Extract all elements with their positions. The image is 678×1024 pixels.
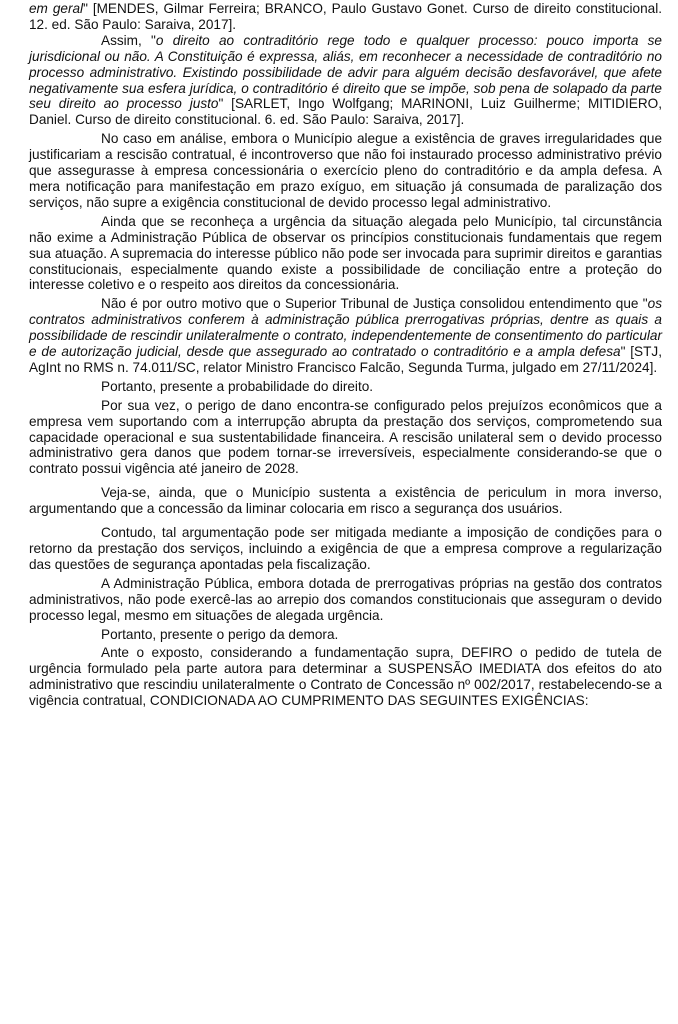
paragraph (29, 33, 662, 128)
text-run: Ainda que se reconheça a urgência da situação alegada pelo Município, tal circunstância não exime a Administração Pública de observar os princípios constitucionais fundamentais que regem sua atuação. A supremacia do interesse público não pode ser invocada para suprimir direitos e garantias constitucionais, especialmente quando existe a possibilidade de conciliação entre a proteção do interesse coletivo e o respeito aos direitos da concessionária. (29, 213, 662, 293)
text-run: Ante o exposto, considerando a fundamentação supra, DEFIRO o pedido de tutela de urgência formulado pela parte autora para determinar a SUSPENSÃO IMEDIATA dos efeitos do ato administrativo que rescindiu unilateralmente o Contrato de Concessão nº 002/2017, restabelecendo-se a vigência contratual, CONDICIONADA AO CUMPRIMENTO DAS SEGUINTES EXIGÊNCIAS: (29, 645, 662, 709)
paragraph (29, 379, 662, 395)
paragraph (29, 485, 662, 517)
text-run: Não é por outro motivo que o Superior Tribunal de Justiça consolidou entendimento que " (101, 296, 648, 312)
text-run-italic: em geral (29, 1, 84, 16)
paragraph (29, 645, 662, 709)
text-run: Portanto, presente o perigo da demora. (101, 626, 339, 642)
paragraph (29, 214, 662, 294)
text-run: Portanto, presente a probabilidade do direito. (101, 378, 374, 394)
paragraph (29, 296, 662, 376)
paragraph (29, 398, 662, 478)
paragraph (29, 1, 662, 33)
text-run: " [MENDES, Gilmar Ferreira; BRANCO, Paulo Gustavo Gonet. Curso de direito constitucional. 12. ed. São Paulo: Saraiva, 2017]. (29, 1, 663, 32)
text-run: Assim, " (101, 32, 156, 48)
text-run: Veja-se, ainda, que o Município sustenta a existência de periculum in mora inverso, argumentando que a concessão da liminar colocaria em risco a segurança dos usuários. (29, 485, 662, 517)
paragraph (29, 627, 662, 643)
text-run: No caso em análise, embora o Município alegue a existência de graves irregularidades que justificariam a rescisão contratual, é incontroverso que não foi instaurado processo administrativo prévio que assegurasse à empresa concessionária o exercício pleno do contraditório e da ampla defesa. A mera notificação para manifestação em prazo exíguo, em situação já consumada de paralização dos serviços, não supre a exigência constitucional de devido processo legal administrativo. (29, 131, 662, 210)
text-run-italic: os contratos administrativos conferem à administração pública prerrogativas próprias, dentre as quais a possibilidade de rescindir unilateralmente o contrato, independentemente de consentimento do particular e de autorização judicial, desde que assegurado ao contratado o contraditório e a ampla defesa (29, 296, 662, 360)
paragraph (29, 525, 662, 573)
text-run: Por sua vez, o perigo de dano encontra-se configurado pelos prejuízos econômicos que a empresa vem suportando com a interrupção abrupta da prestação dos serviços, comprometendo sua capacidade operacional e sua sustentabilidade financeira. A rescisão unilateral sem o devido processo administrativo gera danos que podem tornar-se irreversíveis, especialmente considerando-se que o contrato possui vigência até janeiro de 2028. (29, 397, 662, 477)
text-run: " [STJ, AgInt no RMS n. 74.011/SC, relator Ministro Francisco Falcão, Segunda Turma, julgado em 27/11/2024]. (29, 344, 662, 375)
text-run: Contudo, tal argumentação pode ser mitigada mediante a imposição de condições para o retorno da prestação dos serviços, incluindo a exigência de que a empresa comprove a regularização das questões de segurança apontadas pela fiscalização. (29, 525, 662, 572)
paragraph (29, 131, 662, 211)
text-run: " [SARLET, Ingo Wolfgang; MARINONI, Luiz Guilherme; MITIDIERO, Daniel. Curso de direito constitucional. 6. ed. São Paulo: Saraiva, 2017]. (29, 96, 662, 128)
paragraph (29, 576, 662, 624)
text-run: A Administração Pública, embora dotada de prerrogativas próprias na gestão dos contratos administrativos, não pode exercê-las ao arrepio dos comandos constitucionais que asseguram o devido processo legal, mesmo em situações de alegada urgência. (29, 575, 662, 623)
text-run-italic: o direito ao contraditório rege todo e qualquer processo: pouco importa se jurisdicional ou não. A Constituição é expressa, aliás, em reconhecer a necessidade de contraditório no processo administrativo. Existindo possibilidade de advir para alguém decisão desfavorável, que afete negativamente sua esfera jurídica, o contraditório é direito que se impõe, sob pena de solapado da parte seu direito ao processo justo (29, 32, 662, 112)
